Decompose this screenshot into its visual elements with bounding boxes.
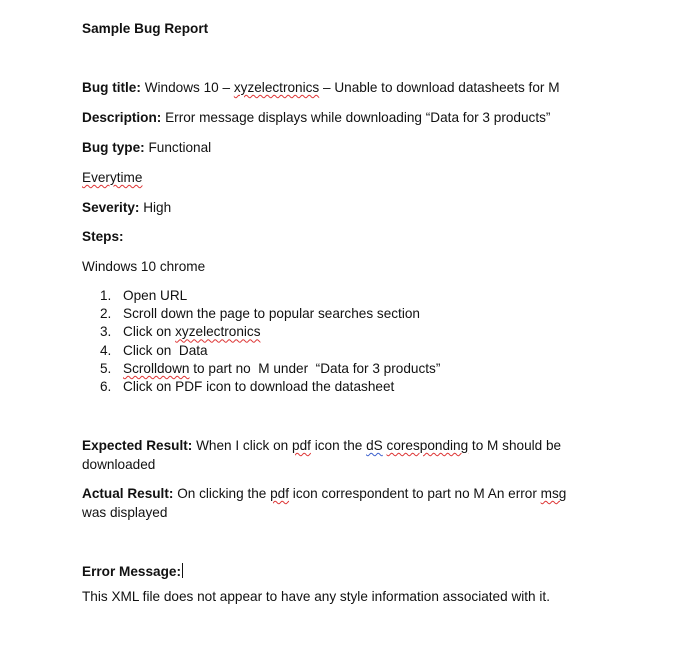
document-title: Sample Bug Report	[82, 21, 209, 36]
text-cursor	[182, 563, 183, 578]
actual-text-2: icon correspondent to part no M An error	[289, 486, 541, 501]
error-message-label: Error Message:	[82, 564, 181, 579]
expected-text-2: icon the	[310, 438, 367, 453]
step-text-pre: Click on	[123, 324, 176, 340]
actual-result-row	[82, 485, 566, 503]
step-item	[100, 287, 440, 305]
severity-value: High	[143, 200, 172, 215]
steps-list	[100, 287, 440, 396]
step-item	[100, 305, 440, 323]
frequency-row	[82, 169, 142, 187]
step-text: Click on Data	[123, 342, 208, 358]
description-value: Error message displays while downloading “Data for 3 products”	[165, 110, 551, 125]
expected-result-line2: downloaded	[82, 457, 156, 472]
bug-title-suffix: – Unable to download datasheets for M	[319, 80, 560, 95]
expected-ds: dS	[366, 438, 383, 453]
bug-title-site: xyzelectronics	[233, 80, 320, 95]
expected-pdf: pdf	[292, 438, 311, 453]
expected-result-row	[82, 437, 561, 455]
step-item	[100, 378, 440, 396]
actual-pdf: pdf	[270, 486, 290, 501]
bug-title-prefix: Windows 10 –	[144, 80, 234, 95]
actual-result-label: Actual Result:	[82, 486, 174, 501]
severity-row	[82, 199, 171, 217]
step-text: Open URL	[123, 288, 188, 303]
step-number: 6.	[100, 379, 112, 395]
step-item	[100, 360, 440, 378]
frequency-value: Everytime	[82, 170, 143, 185]
error-message-row[interactable]	[82, 563, 183, 581]
steps-environment: Windows 10 chrome	[82, 259, 206, 274]
bug-title-label: Bug title:	[82, 80, 141, 95]
step-item	[100, 323, 440, 341]
bug-type-row	[82, 139, 211, 157]
bug-type-label: Bug type:	[82, 140, 145, 155]
actual-text-1: On clicking the	[177, 486, 271, 501]
description-row	[82, 109, 550, 127]
bug-type-value: Functional	[148, 140, 212, 155]
actual-result-line2: was displayed	[82, 505, 168, 520]
actual-msg: msg	[540, 486, 567, 501]
step-number: 1.	[100, 288, 112, 303]
steps-label: Steps:	[82, 229, 124, 244]
bug-title-row	[82, 79, 560, 97]
step-item	[100, 342, 440, 360]
step-number: 3.	[100, 324, 112, 340]
step-number: 4.	[100, 342, 112, 358]
step-text-scrolldown: Scrolldown	[123, 360, 190, 376]
severity-label: Severity:	[82, 200, 140, 215]
expected-text-4: to M should be	[468, 438, 562, 453]
step-number: 2.	[100, 306, 112, 322]
expected-result-label: Expected Result:	[82, 438, 193, 453]
step-text-site: xyzelectronics	[175, 324, 261, 340]
expected-coresponding: coresponding	[386, 438, 469, 453]
error-message-value: This XML file does not appear to have any style information associated with it.	[82, 589, 550, 604]
description-label: Description:	[82, 110, 162, 125]
step-text-post: to part no M under “Data for 3 products”	[189, 360, 441, 376]
step-number: 5.	[100, 360, 112, 376]
step-text: Scroll down the page to popular searches section	[123, 306, 420, 322]
expected-text-1: When I click on	[196, 438, 293, 453]
step-text: Click on PDF icon to download the datasheet	[123, 379, 395, 395]
